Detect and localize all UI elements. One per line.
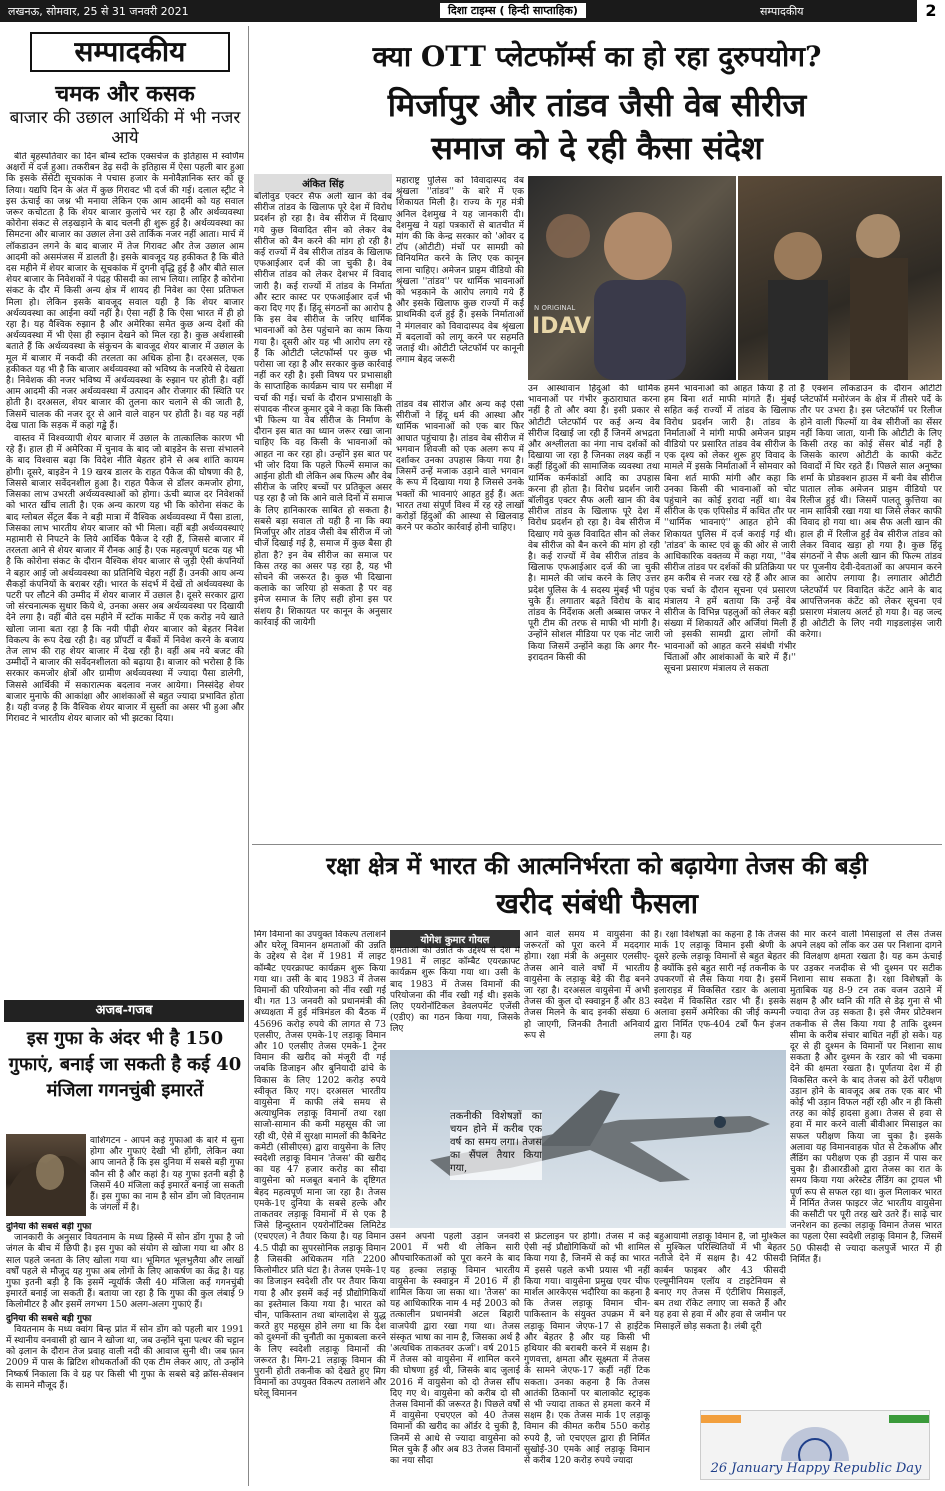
editorial-para-1: बीते बृहस्पतिवार का दिन बॉम्बे स्टॉक एक्सचेंज के इतिहास में स्वर्णिम अक्षरों में दर्ज हुआ। तकरीबन डेढ़ सदी के इतिहास में ऐसा पहली बार हुआ कि इसके सेंसेटी सूचकांक ने पचास हजार के मनोवैज्ञानिक स्तर को छू लिया। यद्यपि दिन के अंत में कुछ गिरावट भी दर्ज की गई। दलाल स्ट्रीट ने इस ऊंचाई का जश्न भी मनाया लेकिन एक आम आदमी को यह सवाल जरूर कचोटता है कि शेयर बाजार कुलांचे भर रहा है और अर्थव्यवस्था कोरोना संकट से लड़खड़ाने के बाद चलनी ही शुरू हुई है। अर्थव्यवस्था का सिमटना और बाजार का उछाल लेना उसे तार्किक नजर नहीं आता। मार्च में लॉकडाउन लगने के बाद बाजार में तेज गिरावट और तेज उछाल आम आदमी को असमंजस में डालती है। इसके बावजूद यह हकीकत है कि बीते दस महीने में शेयर बाजार के सूचकांक में दुगनी वृद्धि हुई है और बीते साल शेयर बाजार के निवेशकों ने पंद्रह फीसदी का लाभ लिया। लाहिर है कोरोना संकट के दौर में किसी अन्य क्षेत्र में शायद ही निवेश का ऐसा प्रतिफल मिला हो। लेकिन इसके बावजूद सवाल यही है कि शेयर बाजार अर्थव्यवस्था का आईना क्यों नहीं है। ऐसा नहीं है कि ऐसा भारत में ही हो रहा है। यह वैश्विक रुझान है और अमेरिका समेत कुछ अन्य देशों की अर्थव्यवस्था में भी ऐसा ही रुझान देखने को मिल रहा है। कुछ अर्थशास्त्री बताते हैं कि अर्थव्यवस्था के संकुचन के बावजूद शेयर बाजार में उछाल के मूल में बाजार में नकदी की तरलता का अधिक होना है। दरअसल, एक हकीकत यह भी है कि बाजार अर्थव्यवस्था को भविष्य के नजरिये से देखता है। निवेशक की नजर भविष्य में अर्थव्यवस्था के रुझान पर होती है। वहीं आम आदमी की नजर अर्थव्यवस्था में उत्पादन और रोजगार की स्थिति पर होती है। दरअसल, शेयर बाजार की तुलना कार चलाने से की जाती है, जिसमें चालक की नजर दूर से आने वाले वाहन पर होती है। वह यह नहीं देख पाता कि सड़क में कहां गड्ढे हैं। <box>6 152 244 431</box>
ott-col-2: महाराष्ट्र पुलिस को विवादास्पद वेब श्रृंखला ''तांडव'' के बारे में एक शिकायत मिली है। राज्य के गृह मंत्री अनिल देशमुख ने यह जानकारी दी। देशमुख ने यहां पत्रकारों से बातचीत में मांग की कि केन्द्र सरकार को 'ओवर द टॉप (ओटीटी) मंचों पर सामग्री को विनियमित करने के लिए एक कानून लाना चाहिए। अमेजन प्राइम वीडियो की श्रृंखला ''तांडव'' पर धार्मिक भावनाओं को भड़काने के आरोप लगाये गये हैं और इसके खिलाफ कुछ राज्यों में कई प्राथमिकी दर्ज हुई हैं। इसके निर्माताओं ने मंगलवार को विवादास्पद वेब श्रृंखला में बदलावों को लागू करने पर सहमति जताई थी। ओटीटी प्लेटफॉर्म पर कानूनी लगाम बेहद जरूरी <box>396 176 524 366</box>
ott-headline-3: समाज को दे रही कैसा संदेश <box>431 129 763 167</box>
column-divider <box>248 26 249 1486</box>
editorial-subhead: बाजार की उछाल आर्थिकी में भी नजर आये <box>9 108 241 148</box>
story-divider <box>252 844 942 845</box>
republic-day-text: 26 January Happy Republic Day <box>710 1461 922 1476</box>
tejas-col-b3: बहुआयामी लड़ाकू विमान है, जो मुश्किल से मुश्किल परिस्थितियों में भी बेहतर नतीजे देने में सक्षम है। 42 फीसदी कार्बन फाइबर और 43 फीसदी एल्यूमीनियम एलॉय व टाइटेनियम से बनाए गए तेजस में एंटीशिप मिसाइलें, बम तथा रॉकेट लगाए जा सकते हैं और यह हवा से हवा में और हवा से जमीन पर मिसाइलें छोड़ सकता है। लंबी दूरी <box>654 1232 786 1332</box>
masthead-title: दिशा टाइम्स ( हिन्दी साप्ताहिक) <box>440 3 586 18</box>
tejas-byline: योगेश कुमार गोयल <box>390 930 520 948</box>
ajab-body <box>6 1222 244 1484</box>
tejas-col-5: की मार करने वाली मिसाइलों से लैस तेजस अपने लक्ष्य को लॉक कर उस पर निशाना दागने की विलक्षण क्षमता रखता है। यह कम ऊंचाई पर उड़कर नजदीक से भी दुश्मन पर सटीक निशाना साध सकता है। रक्षा विशेषज्ञों के मुताबिक यह 8-9 टन तक वजन उठाने में सक्षम है और ध्वनि की गति से डेढ़ गुना से भी ज्यादा तेज उड़ सकता है। इसे जैमर प्रोटेक्शन तकनीक से लैस किया गया है ताकि दुश्मन सीमा के करीब संचार बाधित नहीं हो सके। यह दूर से ही दुश्मन के विमानों पर निशाना साध सकता है और दुश्मन के रडार को भी चकमा देने की क्षमता रखता है। पूर्णतया देश में ही विकसित करने के बाद तेजस को ढेरों परीक्षण उड़ान होने के बावजूद अब तक एक बार भी कोई भी उड़ान विफल नहीं रही और न ही किसी तरह का कोई हादसा हुआ। तेजस से हवा से हवा में मार करने वाली बीवीआर मिसाइल का सफल परीक्षण किया जा चुका है। इसके अलावा यह विमानवाहक पोत से टेकऑफ और लैंडिंग का परीक्षण एक ही उड़ान में पास कर चुका है। डीआरडीओ द्वारा तेजस का रात के समय किया गया अरेस्टेड लैंडिंग का ट्रायल भी पूर्ण रूप से सफल रहा था। कुल मिलाकर भारत में निर्मित तेजस फाइटर जेट भारतीय वायुसेना की कसौटी पर पूरी तरह खरे उतरे हैं। साढ़े चार जनरेशन का हल्का लड़ाकू विमान तेजस भारत का पहला ऐसा स्वदेशी लड़ाकू विमान है, जिसमें 50 फीसदी से ज्यादा कलपुर्जे भारत में ही निर्मित हैं। <box>790 930 942 1265</box>
ajab-lead: वाशिंगटन - आपने कई गुफाओं के बारे में सुना होगा और गुफाएं देखी भी होंगी, लेकिन क्या आप जानते हैं कि इस दुनिया में सबसे बड़ी गुफा कौन सी है और कहां है। यह गुफा इतनी बड़ी है जिसमें 40 मंजिला कई इमारतें बनाई जा सकती हैं। इस गुफा का नाम है सोन डोंग जो विएतनाम के जंगलों में है। <box>90 1136 244 1214</box>
ajab-band: अजब-गजब <box>4 1000 244 1022</box>
page-number: 2 <box>917 0 945 22</box>
ott-col-5: है एक्शन लॉकडाउन के दौरान ओटीटी प्लेटफॉर्म मनोरंजन के क्षेत्र में तीसरे पर्दे के तौर पर उभरा है। इस प्लेटफॉर्म पर रिलीज होने वाली फिल्मों या वेब सीरीजों का सेंसर नहीं किया जाता, यानी कि ओटीटी के लिए किसी तरह का कोई सेंसर बोर्ड नहीं है जिसके कारण ओटीटी के काफी कंटेंट विवादों में घिर रहते हैं। पिछले साल अनुष्का शर्मा के प्रोडक्शन हाउस में बनी वेब सीरीज पाताल लोक अमेजन प्राइम वीडियो पर रिलीज हुई थी। जिसमें पालतू कुत्तिया का नाम सावित्री रखा गया था जिसे लेकर काफी विवाद हो गया था। अब सैफ अली खान की हाल ही में रिलीज हुई वेब सीरीज तांडव को लेकर विवाद खड़ा हो गया है। कुछ हिंदू संगठनों ने सैफ अली खान की फिल्म तांडव पर पूजनीय देवी-देवताओं का अपमान करने का आरोप लगाया है। लगातार ओटीटी प्लेटफॉर्म पर विवादित कंटेंट आने के बाद आपत्तिजनक कंटेंट को लेकर सूचना एवं प्रसारण मंत्रालय अलर्ट हो गया है। वह जल्द ही ओटीटी के लिए नयी गाइडलाइंस जारी करेगा। <box>800 384 942 641</box>
ott-headline-2: मिर्जापुर और तांडव जैसी वेब सीरीज <box>387 86 807 124</box>
tandav-poster <box>528 176 736 380</box>
ajab-sub-2: दुनिया की सबसे बड़ी गुफा <box>6 1313 92 1324</box>
editorial-box-title: सम्पादकीय <box>30 32 230 72</box>
ott-col-2b: तांडव वेब सीरीज और अन्य कई ऐसी सीरीजों ने हिंदू धर्म की आस्था और धार्मिक भावनाओं को एक बार फिर आघात पहुंचाया है। तांडव वेब सीरीज में भगवान शिवजी को एक अलग रूप में दर्शाकर उनका उपहास किया गया है। जिसमें उन्हें मजाक उड़ाने वाले भगवान के रूप में दिखाया गया है जिससे उनके भक्तों की भावनाएं आहत हुई हैं। अतः भारत तथा संपूर्ण विश्व में रह रहे लाखों करोड़ों हिंदुओं की आस्था से खिलवाड़ करने पर कठोर कार्रवाई होनी चाहिए। <box>396 400 524 534</box>
tejas-col-b1: उसने अपनी पहली उड़ान जनवरी 2001 में भरी थी लेकिन सारी औपचारिकताओं को पूरा करने के बाद यह हल्का लड़ाकू विमान भारतीय वायुसेना के स्क्वाड्रन में 2016 में ही शामिल किया जा सका था। 'तेजस' का यह आधिकारिक नाम 4 मई 2003 को तत्कालीन प्रधानमंत्री अटल बिहारी वाजपेयी द्वारा रखा गया था। तेजस संस्कृत भाषा का नाम है, जिसका अर्थ है 'अत्यधिक ताकतवर ऊर्जा'। वर्ष 2015 में तेजस को वायुसेना में शामिल करने की घोषणा हुई थी, जिसके बाद जुलाई 2016 में वायुसेना को दो तेजस सौंप दिए गए थे। वायुसेना को करीब दो सौ तेजस विमानों की जरूरत है। पिछले वर्षों में वायुसेना एचएएल को 40 तेजस विमानों की खरीद का ऑर्डर दे चुकी है, जिनमें से आधे से ज्यादा वायुसेना को मिल चुके हैं और अब 83 तेजस विमानों का नया सौदा <box>390 1232 520 1467</box>
ajab-sub-1: दुनिया की सबसे बड़ी गुफा <box>6 1222 92 1232</box>
editorial-body <box>6 152 244 994</box>
tejas-headline-2: खरीद संबंधी फैसला <box>495 887 699 920</box>
cave-photo <box>6 1134 86 1216</box>
editorial-headline: चमक और कसक <box>55 81 195 107</box>
masthead-date: लखनऊ, सोमवार, 25 से 31 जनवरी 2021 <box>8 5 189 18</box>
ajab-para-1: जानकारी के अनुसार वियतनाम के मध्य हिस्से में सोन डोंग गुफा है जो जंगल के बीच में छिपी है। इस गुफा को संयोग से खोजा गया था और 8 साल पहले जनता के लिए खोला गया था। भूमिगत भूलभुलैया और लाखों वर्षों पहले से मौजूद यह गुफा अब लोगों के लिए आकर्षण का केंद्र है। यह गुफा इतनी बड़ी है कि इसमें न्यूयॉर्क जैसी 40 मंजिला कई गगनचुंबी इमारतें बनाई जा सकती हैं। बताया जा रहा है कि गुफा की कुल लंबाई 9 किलोमीटर है और इसमें लगभग 150 अलग-अलग गुफाएं हैं। <box>6 1233 244 1311</box>
tejas-col-b2: से फ्रंटलाइन पर होगी। तेजस में कई ऐसी नई प्रौद्योगिकियों को भी शामिल किया गया है, जिनमें से कई का भारत में इससे पहले कभी प्रयास भी नहीं किया गया। वायुसेना प्रमुख एयर चीफ मार्शल आरकेएस भदौरिया का कहना है कि तेजस लड़ाकू विमान चीन-पाकिस्तान के संयुक्त उपक्रम में बने लड़ाकू विमान जेएफ-17 से हाईटेक और बेहतर है और यह किसी भी हथियार की बराबरी करने में सक्षम है। गुणवत्ता, क्षमता और सूक्ष्मता में तेजस के सामने जेएफ-17 कहीं नहीं टिक सकता। उनका कहना है कि तेजस आतंकी ठिकानों पर बालाकोट स्ट्राइक से भी ज्यादा ताकत से हमला करने में सक्षम है। एक तेजस मार्क 1ए लड़ाकू विमान की कीमत करीब 550 करोड़ रुपये है, जो एचएएल द्वारा ही निर्मित सुखोई-30 एमके आई लड़ाकू विमान से करीब 120 करोड़ रुपये ज्यादा <box>524 1232 650 1467</box>
tejas-col-3: आने वाले समय में वायुसेना की जरूरतों को पूरा करने में मददगार होगा। रक्षा मंत्री के अनुसार एलसीए-तेजस आने वाले वर्षों में भारतीय वायुसेना के लड़ाकू बेड़े की रीढ़ बनने जा रहा है। दरअसल वायुसेना में अभी तेजस की कुल दो स्क्वाड्रन हैं और 83 तेजस मिलने के बाद इनकी संख्या 6 हो जाएगी, जिनकी तैनाती अनिवार्य रूप से <box>524 930 650 1041</box>
poster-tag: N ORIGINAL <box>534 304 576 312</box>
ott-byline: अंकित सिंह <box>254 174 392 192</box>
ott-col-3: उन आस्थावान हिंदुओं की धार्मिक भावनाओं पर गंभीर कुठाराघात करना नहीं है तो और क्या है। इसी प्रकार से ओटीटी प्लेटफॉर्म पर कई अन्य वेब सीरीज दिखाई जा रही हैं जिनमें अभद्रता और अश्लीलता का नंगा नाच दर्शकों को दिखाया जा रहा है जिनका लक्ष्य कहीं न कहीं हिंदुओं की सामाजिक व्यवस्था तथा धार्मिक कर्मकांडों आदि का उपहास करना ही होता है। विरोध प्रदर्शन जारी बॉलीवुड एक्टर सैफ अली खान की वेब सीरीज तांडव के खिलाफ पूरे देश में विरोध प्रदर्शन हो रहा है। वेब सीरीज में दिखाए गये कुछ विवादित सीन को लेकर वेब सीरीज को बैन करने की मांग हो रही है। कई राज्यों में वेब सीरीज तांडव के खिलाफ एफआईआर दर्ज की जा चुकी है। मामले की जांच करने के लिए उत्तर प्रदेश पुलिस के 4 सदस्य मुंबई भी पहुंच चुके हैं। लगातार बढ़ते विरोध के बाद तांडव के निर्देशक अली अब्बास जफर ने पूरी टीम की तरफ से माफी भी मांगी है। उन्होंने सोशल मीडिया पर एक नोट जारी किया जिसमें उन्होंने कहा कि अगर गैर-इरादतन किसी की <box>528 384 660 663</box>
ott-col-1: बॉलीवुड एक्टर सैफ अली खान की वेब सीरीज तांडव के खिलाफ पूरे देश में विरोध प्रदर्शन हो रहा है। वेब सीरीज में दिखाए गये कुछ विवादित सीन को लेकर वेब सीरीज को बैन करने की मांग हो रही है। कई राज्यों में वेब सीरीज तांडव के खिलाफ एफआईआर दर्ज की जा चुकी है। वेब सीरीज तांडव को लेकर देशभर में विवाद जारी है। कई राज्यों में तांडव के निर्माता और स्टार कास्ट पर एफआईआर दर्ज भी करा दिए गए हैं। हिंदू संगठनों का आरोप है कि इस वेब सीरीज के जरिए धार्मिक भावनाओं को ठेस पहुंचाने का काम किया गया है। दूसरी ओर यह भी आरोप लग रहे हैं कि ओटीटी प्लेटफॉर्म्स पर कुछ भी परोसा जा रहा है और सरकार कुछ कार्रवाई नहीं कर रही है। इसी विषय पर प्रभासाक्षी के साप्ताहिक कार्यक्रम चाय पर समीक्षा में चर्चा की गई। चर्चा के दौरान प्रभासाक्षी के संपादक नीरज कुमार दुबे ने कहा कि किसी भी फिल्म या वेब सीरीज के निर्माण के दौरान इस बात का ध्यान जरूर रखा जाना चाहिए कि वह किसी के भावनाओं को आहत ना कर रहा हो। उन्होंने इस बात पर भी जोर दिया कि पहले फिल्में समाज का आईना होती थी लेकिन अब फिल्म और वेब सीरीज के जरिए बच्चों पर प्रतिकूल असर पड़ रहा है जो कि आने वाले दिनों में समाज के लिए हानिकारक साबित हो सकता है। सबसे बड़ा सवाल तो यही है ना कि क्या मिर्जापुर और तांडव जैसी वेब सीरीज में जो चीजें दिखाई गई है, समाज में कुछ बैसा ही होता है? इन वेब सीरीज का समाज पर किस तरह का असर पड़ रहा है, यह भी सोचने की जरूरत है। कुछ भी दिखाना कलाके का जरिया हो सकता है पर वह इमेज समाज के लिए सही होना इस पर संशय है। शिकायत पर कानून के अनुसार कार्रवाई की जायेगी <box>254 192 392 628</box>
mirzapur-poster <box>738 176 942 380</box>
tejas-col-4: है। रक्षा विशेषज्ञों का कहना है कि तेजस मार्क 1ए लड़ाकू विमान इसी श्रेणी के दूसरे हल्के लड़ाकू विमानों से बहुत बेहतर है क्योंकि इसे बहुत सारी नई तकनीक के उपकरणों से लैस किया गया है। इसमें इलाराइड में विकसित रडार के अलावा स्वदेश में विकसित रडार भी हैं। इसके अलावा इसमें अमेरिका की जीई कम्पनी द्वारा निर्मित एफ-404 टर्बो फैन इंजन लगा है। यह <box>654 930 786 1041</box>
ott-col-4: हमने भावनाओं को आहत किया है तो हम बिना शर्त माफी मांगते हैं। मुंबई सहित कई राज्यों में तांडव के खिलाफ विरोध प्रदर्शन जारी है। तांडव के निर्माताओं ने मांगी माफी अमेजन प्राइम वीडियो पर प्रसारित तांडव वेब सीरीज के एक दृश्य को लेकर शुरू हुए विवाद के मामले में इसके निर्माताओं ने सोमवार को बिना शर्त माफी मांगी और कहा कि उनका किसी की भावनाओं को चोट पहुंचाने का कोई इरादा नहीं था। वेब सीरीज के एक एपिसोड में कथित तौर पर ''धार्मिक भावनाएं'' आहत होने की शिकायत पुलिस में दर्ज कराई गई थी। 'तांडव' के कास्ट एवं क्रू की ओर से जारी आधिकारिक वक्तव्य में कहा गया, ''वेब सीरीज तांडव पर दर्शकों की प्रतिक्रिया पर हम करीब से नजर रख रहे हैं और आज एक चर्चा के दौरान सूचना एवं प्रसारण मंत्रालय ने हमें बताया कि उन्हें वेब सीरीज के विभिन्न पहलुओं को लेकर बड़ी संख्या में शिकायतें और अर्जियां मिली हैं जो इसकी सामग्री द्वारा लोगों की भावनाओं को आहत करने संबंधी गंभीर चिंताओं और आशंकाओं के बारे में हैं।'' सूचना प्रसारण मंत्रालय ले सकता <box>664 384 796 675</box>
ajab-headline: इस गुफा के अंदर भी है 150 गुफाएं, बनाई जा सकती है कई 40 मंजिला गगनचुंबी इमारतें <box>8 1028 242 1101</box>
tejas-col-2: क्षमताओं की उन्नति के उद्देश्य से देश में 1981 में लाइट कॉम्बैट एयरक्राफ्ट कार्यक्रम शुरू किया गया था। उसी के बाद 1983 में तेजस विमानों की परियोजना की नींव रखी गई थी। इसके लिए एयरोनॉटिकल डेवलपमेंट एजेंसी (एडीए) का गठन किया गया, जिसके लिए <box>390 946 520 1035</box>
ajab-para-2: वियतनाम के मध्य क्वांग बिन्ह प्रांत में सोन डोंग को पहली बार 1991 में स्थानीय वनवासी हो खान ने खोजा था, जब उन्होंने चूना पत्थर की चट्टान को ढ़लान के दौरान तेज प्रवाह वाली नदी की आवाज सुनी थी। जब फ़ान 2009 में पास के ब्रिटिश शोधकर्ताओं की एक टीम लेकर आए, तो उन्होंने निष्कर्ष निकाला कि वे ग्रह पर किसी भी गुफा के सबसे बड़े क्रॉस-सेक्शन के सामने मौजूद हैं। <box>6 1324 244 1391</box>
tejas-headline-1: रक्षा क्षेत्र में भारत की आत्मनिर्भरता को बढ़ायेगा तेजस की बड़ी <box>326 851 868 880</box>
masthead-section: सम्पादकीय <box>760 5 804 18</box>
editorial-para-2: वास्तव में विश्वव्यापी शेयर बाजार में उछाल के तात्कालिक कारण भी रहे हैं। हाल ही में अमेरिका में चुनाव के बाद जो बाइडेन के सत्ता संभालने के बाद विश्वास बढ़ा कि विदेश नीति बेहतर होने से अब शांति कायम होगी। दूसरे, बाइडेन ने 19 खरब डालर के राहत पैकेज की घोषणा की है, जिससे बाजार सवेंदनशील हुआ है। राहत पैकेज से डॉलर कमजोर होगा, जिसका लाभ उभरती अर्थव्यवस्थाओं को होगा। ऊंची ब्याज दर निवेशकों को भारत खींच लाती है। एक अन्य कारण यह भी कि कोरोना संकट के बाद ग्लोबल सेंट्रल बैंक ने बड़ी मात्रा में वैश्विक अर्थव्यवस्था में पैसा डाला, जिसका लाभ भारतीय शेयर बाजार को भी मिला। वहीं बड़ी अर्थव्यवस्थाएं महामारी से निपटने के लिये आर्थिक पैकेज दे रही हैं, जिससे बाजार में तरलता आने से शेयर बाजार में रौनक आई है। एक महत्वपूर्ण घटक यह भी है कि कोरोना संकट के दौरान वैश्विक शेयर बाजार से जुड़ी ऐसी कंपनियों ने बहार आई जो अर्थव्यवस्था का प्रतिनिधि चेहरा नहीं हैं। उनकी आय अन्य सैकड़ों कंपनियों के बराबर रही। भारत के संदर्भ में देखें तो अर्थव्यवस्था के पटरी पर लौटने की उम्मीद में शेयर बाजार में उछाल है। दूसरे सरकार द्वारा जो संरचनात्मक सुधार किये थे, उनका असर अब अर्थव्यवस्था पर दिखायी देने लगा है। वहीं बीते दस महीने में स्टॉक मार्केट में एक करोड़ नये खाते खोला जाना बता रहा है कि नयी पीढ़ी शेयर बाजार को बेहतर निवेश विकल्प के रूप देख रही है। वह प्रॉपर्टी व बैंकों में निवेश करने के बजाय तेज लाभ की राह शेयर बाजार में देख रही है। वहीं अब नये बजट की उम्मीदों ने बाजार की सवेंदनशीलता को बढ़ाया है। बाजार को भरोसा है कि सरकार कमजोर क्षेत्रों और ग्रामीण अर्थव्यवस्था में ज्यादा पैसा डालेगी, जिससे आर्थिकी में सकारात्मक बदलाव नजर आयेगा। निस्संदेह शेयर बाजार मुनाफे की आकांक्षा और आशंकाओं से बहुत ज्यादा प्रभावित होता है। यही वजह है कि वैश्विक शेयर बाजार में सुस्ती का असर भी हुआ और गिरावट ने भारतीय शेयर बाजार को भी झटका दिया। <box>6 434 244 725</box>
republic-day-banner <box>700 1410 930 1480</box>
poster-title: IDAV <box>532 314 592 339</box>
ott-headline-1: क्या OTT प्लेटफॉर्म्स का हो रहा दुरुपयोग? <box>372 40 822 73</box>
tejas-col-1: मिग विमानों का उपयुक्त विकल्प तलाशने और घरेलू विमानन क्षमताओं की उन्नति के उद्देश्य से देश में 1981 में लाइट कॉम्बैट एयरक्राफ्ट कार्यक्रम शुरू किया गया था। उसी के बाद 1983 में तेजस विमानों की परियोजना को नींव रखी गई थी। गत 13 जनवरी को प्रधानमंत्री की अध्यक्षता में हुई मंत्रिमंडल की बैठक में 45696 करोड़ रुपये की लागत से 73 एलसीए, तेजस एमके-1ए लड़ाकू विमान और 10 एलसीए तेजस एमके-1 ट्रेनर विमान की खरीद को मंजूरी दी गई जबकि डिजाइन और बुनियादी ढांचे के विकास के लिए 1202 करोड़ रुपये स्वीकृत किए गए। दरअसल भारतीय वायुसेना में काफी लंबे समय से अत्याधुनिक लड़ाकू विमानों तथा रक्षा साजो-सामान की कमी महसूस की जा रही थी, ऐसे में सुरक्षा मामलों की कैबिनेट कमेटी (सीसीएस) द्वारा वायुसेना के लिए स्वदेशी लड़ाकू विमान 'तेजस' की खरीद का यह 47 हजार करोड़ का सौदा वायुसेना को मजबूत बनाने के दृष्टिगत बेहद महत्वपूर्ण माना जा रहा है। तेजस एमके-1ए दुनिया के सबसे हल्के और ताकतवर लड़ाकू विमानों में से एक है जिसे हिन्दुस्तान एयरोनॉटिक्स लिमिटेड (एचएएल) ने तैयार किया है। यह विमान 4.5 पीढ़ी का सुपरसोनिक लड़ाकू विमान है जिसकी अधिकतम गति 2200 किलोमीटर प्रति घंटा है। तेजस एमके-1ए का डिजाइन स्वदेशी तौर पर तैयार किया गया है और इसमें कई नई प्रौद्योगिकियों का इस्तेमाल किया गया है। भारत को चीन, पाकिस्तान तथा बांग्लादेश से युद्ध करते हुए महसूस होने लगा था कि देश को दुश्मनों की चुनौती का मुकाबला करने के लिए स्वदेशी लड़ाकू विमानों की जरूरत है। मिग-21 लड़ाकू विमान की पुरानी होती तकनीक को देखते हुए मिग विमानों का उपयुक्त विकल्प तलाशने और घरेलू विमानन <box>254 930 386 1400</box>
masthead <box>0 0 945 22</box>
tejas-float-text: तकनीकी विशेषज्ञों का चयन होने में करीब एक वर्ष का समय लगा। तेजस का सैंपल तैयार किया गया, <box>450 1110 542 1180</box>
